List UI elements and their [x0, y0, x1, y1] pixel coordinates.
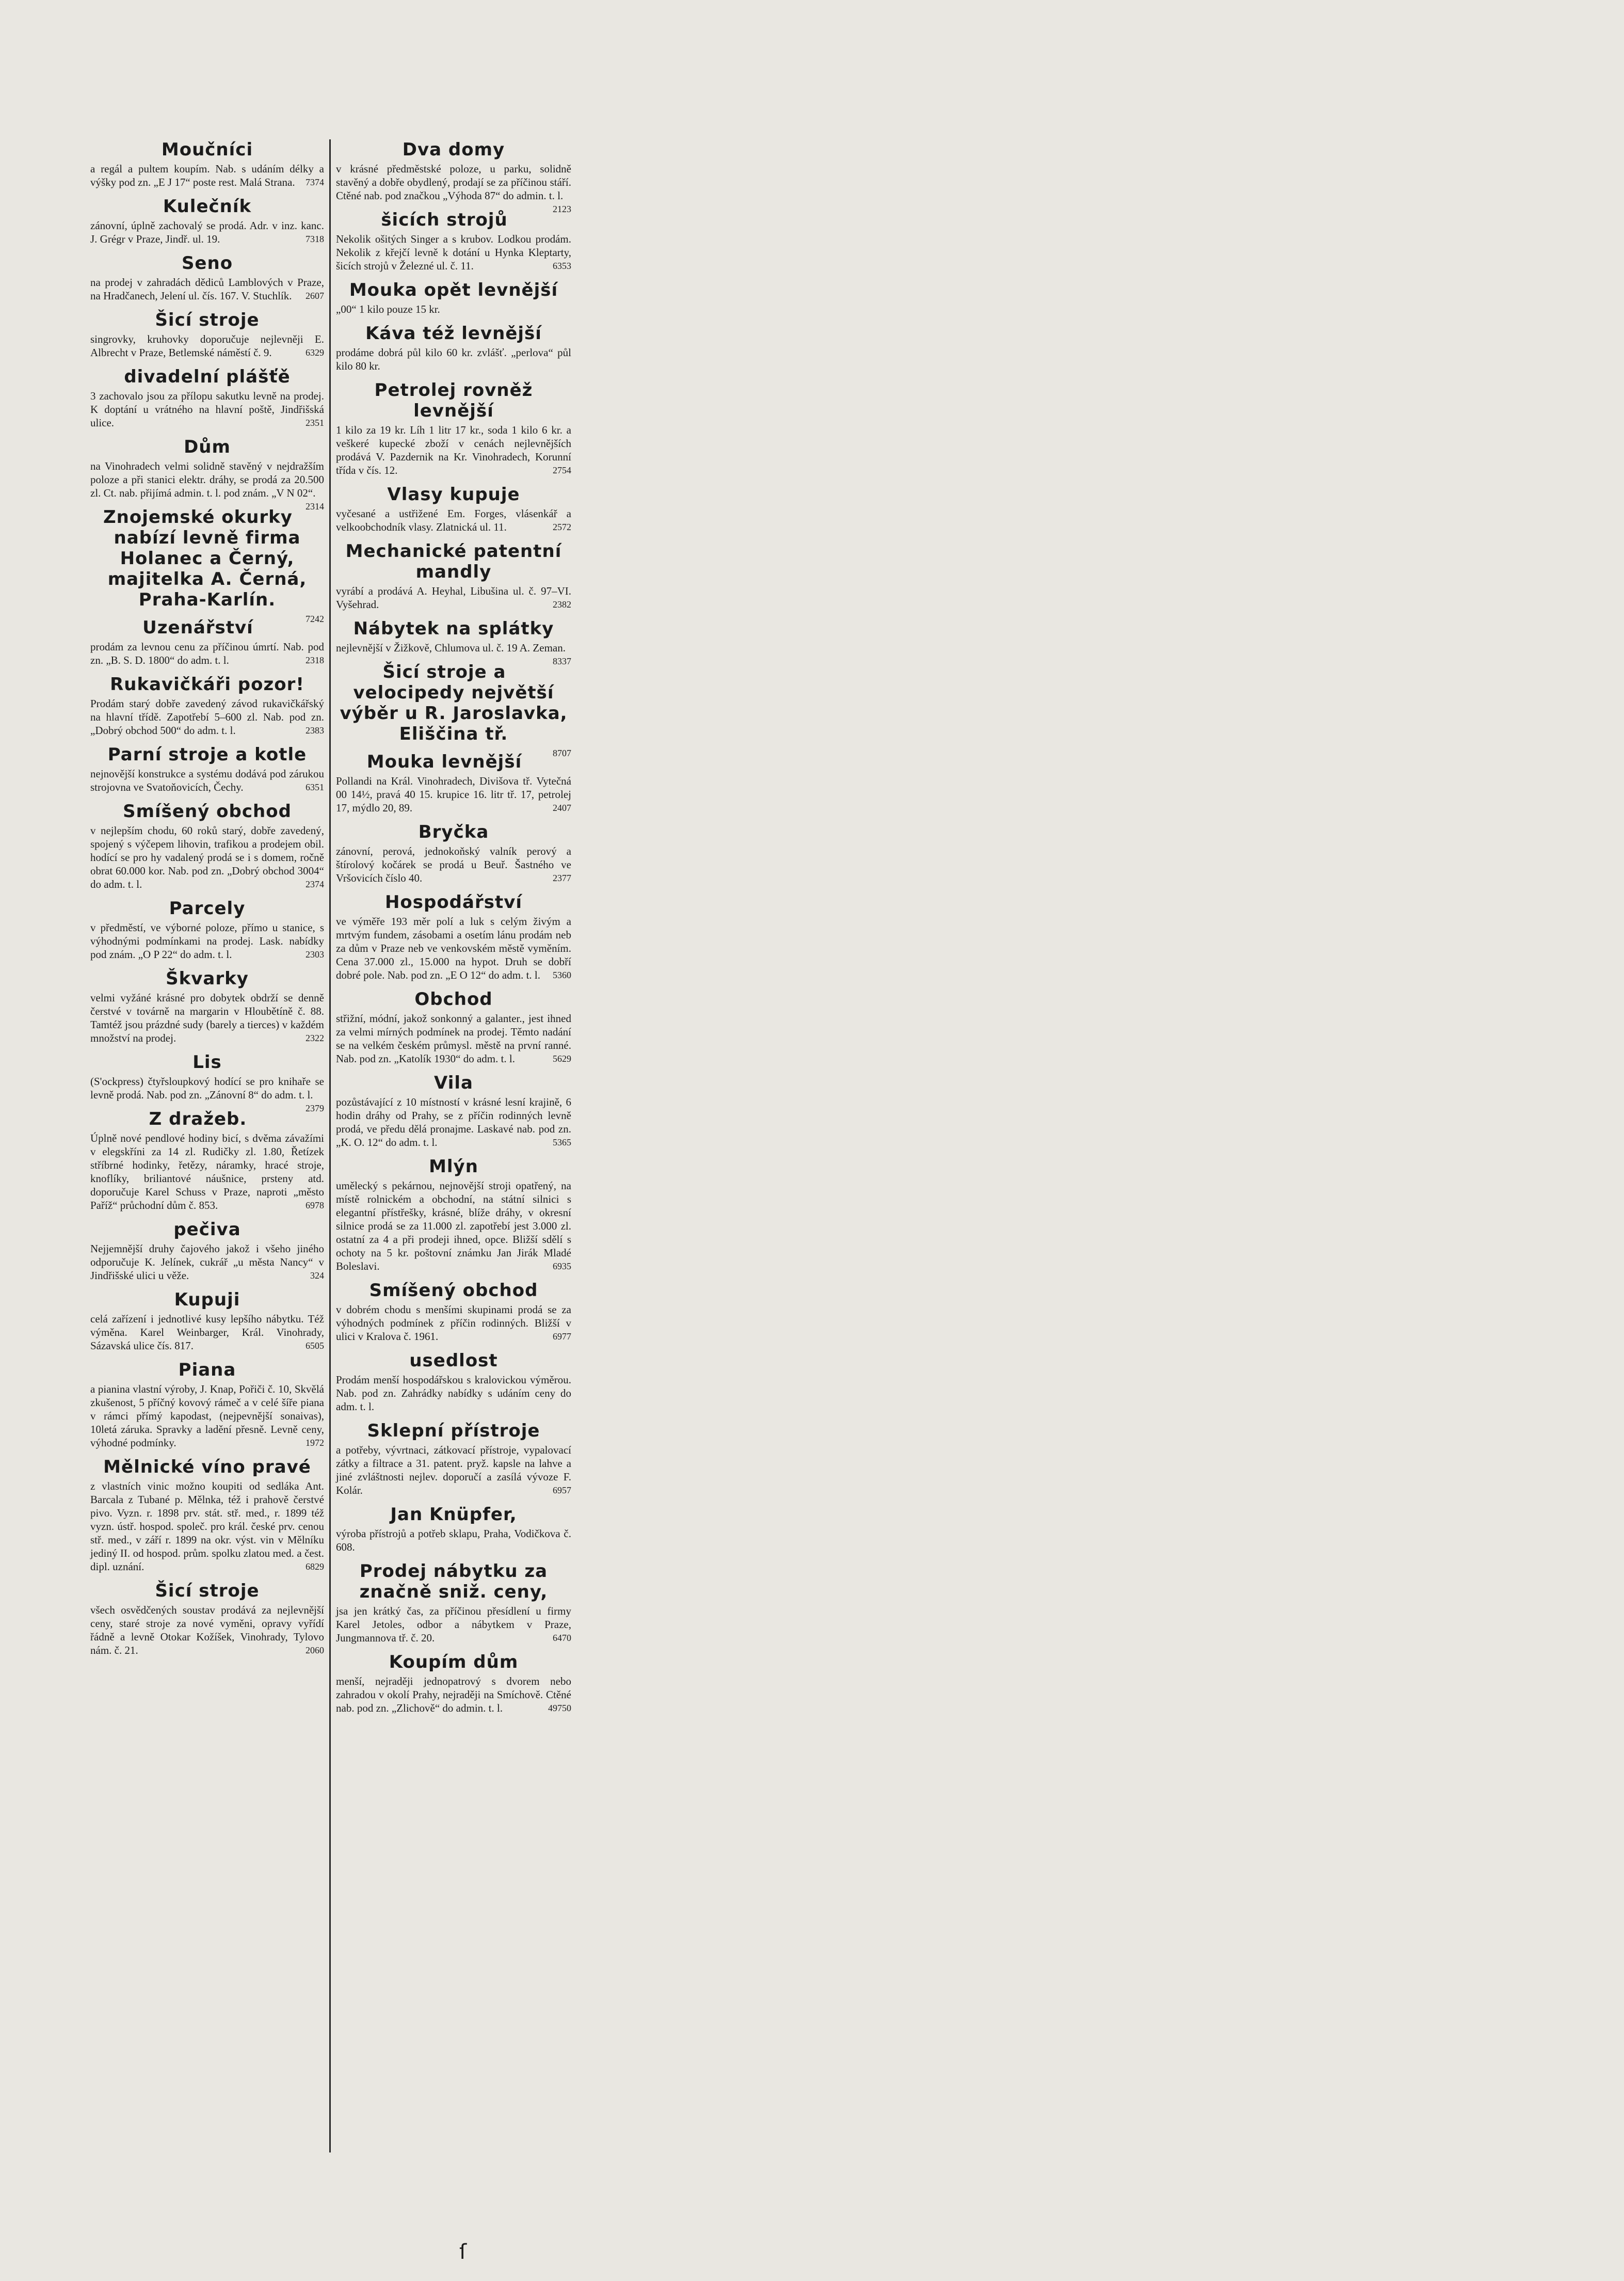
ad-item — [336, 139, 571, 214]
ad-text: na prodej v zahradách dědiců Lamblových v Praze, na Hradčanech, Jelení ul. čís. 167. V. Stuchlík. — [90, 276, 324, 302]
ad-title: Parní stroje a kotle — [107, 744, 307, 765]
ad-text: Nekolik ošitých Singer a s krubov. Lodkou prodám. Nekolik z křejčí levně k dotání u Hynka Kleptarty, šicích strojů v Železné ul. č. 11. — [336, 233, 571, 272]
ad-item — [336, 1561, 571, 1645]
ad-title: Šicí stroje — [155, 310, 260, 330]
newspaper-page — [85, 139, 1561, 2152]
ad-item — [90, 437, 324, 512]
ad-item — [336, 618, 571, 666]
ad-title: Hospodářství — [384, 892, 523, 913]
ad-ref: 6470 — [553, 1633, 571, 1643]
ad-text: Pollandi na Král. Vinohradech, Divišova tř. Vytečná 00 14½, pravá 40 15. krupice 16. litr tř. 17, petrolej 17, mýdlo 20, 89. — [336, 775, 571, 814]
ad-item — [90, 310, 324, 359]
ad-item — [90, 617, 324, 667]
ad-title: Dům — [184, 437, 231, 457]
ad-text: 1 kilo za 19 kr. Líh 1 litr 17 kr., soda 1 kilo 6 kr. a veškeré kupecké zboží v cenách nejlevnějších prodává V. Pazdernik na Kr. Vinohradech, Korunní třída v čís. 12. — [336, 424, 571, 476]
ad-ref: 2374 — [305, 879, 324, 889]
ad-title: Moučníci — [161, 139, 253, 160]
ad-item — [336, 541, 571, 611]
ad-title: Jan Knüpfer, — [390, 1504, 517, 1525]
ad-title: Šicí stroje — [155, 1581, 260, 1601]
ad-ref: 2123 — [553, 204, 571, 214]
ad-item — [336, 1280, 571, 1343]
ad-title: šicích strojů — [381, 210, 508, 230]
ad-ref: 7318 — [305, 234, 324, 244]
ad-ref: 2382 — [553, 599, 571, 610]
ad-item — [90, 1219, 324, 1282]
ad-ref: 8337 — [553, 656, 571, 666]
ad-ref: 6957 — [553, 1485, 571, 1495]
ad-item — [90, 801, 324, 891]
ad-item — [90, 1581, 324, 1657]
ad-item — [90, 366, 324, 429]
ad-title: Šicí stroje a velocipedy největší výběr u R. Jaroslavka, Eliščina tř. — [340, 662, 568, 744]
ad-text: vyčesané a ustřižené Em. Forges, vlásenkář a velkoobchodník vlasy. Zlatnická ul. 11. — [336, 507, 571, 533]
ad-text: střižní, módní, jakož sonkonný a galanter., jest ihned za velmi mírných podmínek na prodej. Těmto nadání se na velkém českém průmysl. městě na první ranné. Nab. pod zn. „Katolík 1930“ do adm. t. l. — [336, 1012, 571, 1065]
ad-item — [336, 484, 571, 534]
ad-title: Bryčka — [418, 822, 489, 842]
ad-text: všech osvědčených soustav prodává za nejlevnější ceny, staré stroje za nové vyměni, opravy vyřídí řádně a levně Otokar Kožíšek, Vinohrady, Tylovo nám. č. 21. — [90, 1604, 324, 1656]
ad-item — [90, 253, 324, 302]
ad-text: Prodám starý dobře zavedený závod rukavičkářský na hlavní třídě. Zapotřebí 5–600 zl. Nab. pod zn. „Dobrý obchod 500“ do adm. t. l. — [90, 697, 324, 737]
ad-title: Smíšený obchod — [123, 801, 292, 822]
ad-item — [336, 1421, 571, 1497]
ad-ref: 2351 — [305, 418, 324, 428]
ad-item — [336, 280, 571, 316]
ad-title: Uzenářství — [142, 617, 253, 638]
ad-text: Nejjemnější druhy čajového jakož i všeho jiného odporučuje K. Jelínek, cukrář „u města Nancy“ v Jindřišské ulici u věže. — [90, 1242, 324, 1282]
ad-item — [90, 744, 324, 794]
ad-item — [336, 662, 571, 758]
ad-title: Mělnické víno pravé — [103, 1457, 311, 1477]
ad-ref: 2379 — [305, 1103, 324, 1113]
ad-item — [90, 1109, 324, 1212]
ad-text: Úplně nové pendlové hodiny bicí, s dvěma závažími v elegskříni za 14 zl. Rudičky zl. 1.80, Řetízek stříbrné hodinky, řetězy, náramky, hracé stroje, knoflíky, briliantové náušnice, prsteny atd. doporučuje Karel Schuss v Praze, naproti „město Paříž“ průchodní dům č. 853. — [90, 1132, 324, 1211]
ad-ref: 6353 — [553, 261, 571, 271]
ad-title: Dva domy — [402, 139, 505, 160]
ad-ref: 2318 — [305, 655, 324, 665]
ad-text: prodáme dobrá půl kilo 60 kr. zvlášť. „perlova“ půl kilo 80 kr. — [336, 346, 571, 372]
ad-title: Mouka opět levnější — [349, 280, 558, 300]
ad-text: nejlevnější v Žižkově, Chlumova ul. č. 19 A. Zeman. — [336, 642, 566, 654]
ad-ref: 2322 — [305, 1033, 324, 1043]
ad-item — [90, 898, 324, 961]
ad-ref: 2607 — [305, 291, 324, 301]
ad-item — [336, 1156, 571, 1273]
ad-text: singrovky, kruhovky doporučuje nejlevněji E. Albrecht v Praze, Betlemské náměstí č. 9. — [90, 333, 324, 359]
ad-title: Lis — [192, 1052, 222, 1073]
ad-text: a regál a pultem koupím. Nab. s udáním délky a výšky pod zn. „E J 17“ poste rest. Malá Strana. — [90, 163, 324, 188]
ad-text: a potřeby, vývrtnaci, zátkovací přístroje, vypalovací zátky a filtrace a 31. patent. pryž. kapsle na lahve a jiné zvláštnosti nejlev. doporučí a zasílá vývoze F. Kolár. — [336, 1444, 571, 1496]
ad-title: usedlost — [409, 1350, 498, 1371]
ad-title: Kupuji — [174, 1289, 240, 1310]
ad-item — [336, 1073, 571, 1149]
ad-title: Mlýn — [429, 1156, 478, 1177]
ad-item — [336, 380, 571, 477]
ad-title: Vila — [434, 1073, 473, 1093]
ad-title: Znojemské okurky nabízí levně firma Holanec a Černý, majitelka A. Černá, Praha-Karlín. — [103, 507, 307, 610]
ad-ref: 5629 — [553, 1054, 571, 1064]
ad-text: v předměstí, ve výborné poloze, přímo u stanice, s výhodnými podmínkami na prodej. Lask. nabídky pod znám. „O P 22“ do adm. t. l. — [90, 921, 324, 961]
column-1 — [85, 139, 331, 2152]
ad-ref: 2383 — [305, 725, 324, 736]
ad-text: zánovní, perová, jednokoňský valník perový a štírolový kočárek se prodá u Beuř. Šastného ve Vršovicích číslo 40. — [336, 845, 571, 884]
ad-title: Mechanické patentní mandly — [345, 541, 562, 582]
ad-ref: 6351 — [305, 782, 324, 792]
ad-title: pečiva — [173, 1219, 241, 1240]
ad-text: výroba přístrojů a potřeb sklapu, Praha, Vodičkova č. 608. — [336, 1527, 571, 1553]
ad-item — [90, 674, 324, 737]
ad-ref: 7242 — [305, 614, 324, 624]
ad-ref: 2303 — [305, 949, 324, 960]
ad-text: zánovní, úplně zachovalý se prodá. Adr. v inz. kanc. J. Grégr v Praze, Jindř. ul. 19. — [90, 219, 324, 245]
ad-item — [90, 1289, 324, 1352]
ad-item — [90, 968, 324, 1045]
ad-text: a pianina vlastní výroby, J. Knap, Pořiči č. 10, Skvělá zkušenost, 5 příčný kovový rámeč a v celé šíře piana v rámci přímý kapodast, (nejpevnější sonaivas), 10letá záruka. Spravky a ladění přesně. Levně ceny, výhodné podmínky. — [90, 1383, 324, 1449]
ad-text: Prodám menší hospodářskou s kralovickou výměrou. Nab. pod zn. Zahrádky nabídky s udáním ceny do adm. t. l. — [336, 1374, 571, 1413]
ad-title: Prodej nábytku za značně sniž. ceny, — [359, 1561, 548, 1602]
ad-title: Rukavičkáři pozor! — [110, 674, 304, 695]
ad-ref: 6935 — [553, 1261, 571, 1271]
ad-title: Smíšený obchod — [369, 1280, 538, 1301]
ad-ref: 2754 — [553, 465, 571, 475]
ad-text: vyrábí a prodává A. Heyhal, Libušina ul. č. 97–VI. Vyšehrad. — [336, 585, 571, 611]
ad-ref: 6505 — [305, 1341, 324, 1351]
ad-ref: 5360 — [553, 970, 571, 980]
ad-ref: 1972 — [305, 1438, 324, 1448]
ad-ref: 2572 — [553, 522, 571, 532]
ad-title: Nábytek na splátky — [353, 618, 554, 639]
ad-item — [90, 139, 324, 189]
ad-text: „00“ 1 kilo pouze 15 kr. — [336, 303, 440, 315]
ad-title: Vlasy kupuje — [387, 484, 520, 505]
ad-text: nejnovější konstrukce a systému dodává pod zárukou strojovna ve Svatoňovicích, Čechy. — [90, 768, 324, 793]
ad-item — [336, 1350, 571, 1413]
ad-text: menší, nejraději jednopatrový s dvorem nebo zahradou v okolí Prahy, nejraději na Smíchově. Ctěné nab. pod zn. „Zlichově“ do admin. t. l. — [336, 1675, 571, 1714]
ad-title: Parcely — [169, 898, 246, 919]
ad-text: (S'ockpress) čtyřsloupkový hodící se pro knihaře se levně prodá. Nab. pod zn. „Zánovní 8“ do adm. t. l. — [90, 1075, 324, 1101]
ad-ref: 8707 — [553, 748, 571, 758]
ad-title: Kulečník — [163, 196, 252, 217]
ad-item — [336, 323, 571, 373]
ad-item — [336, 892, 571, 982]
ad-text: v dobrém chodu s menšími skupinami prodá se za výhodných podmínek z příčin rodinných. Bližší v ulici v Kralova č. 1961. — [336, 1303, 571, 1343]
ad-title: Seno — [181, 253, 233, 274]
ad-text: na Vinohradech velmi solidně stavěný v nejdražším poloze a při stanici elektr. dráhy, se prodá za 20.500 zl. Ct. nab. přijímá admin. t. l. pod znám. „V N 02“. — [90, 460, 324, 499]
ad-text: 3 zachovalo jsou za přílopu sakutku levně na prodej. K doptání u vrátného na hlavní poště, Jindřišská ulice. — [90, 390, 324, 429]
ad-ref: 2314 — [305, 501, 324, 512]
ad-text: celá zařízení i jednotlivé kusy lepšího nábytku. Též výměna. Karel Weinbarger, Král. Vinohrady, Sázavská ulice čís. 817. — [90, 1313, 324, 1352]
ad-item — [90, 1457, 324, 1573]
ad-ref: 6977 — [553, 1331, 571, 1342]
ad-text: prodám za levnou cenu za příčinou úmrtí. Nab. pod zn. „B. S. D. 1800“ do adm. t. l. — [90, 641, 324, 666]
ad-title: Škvarky — [166, 968, 249, 989]
ad-ref: 49750 — [548, 1703, 571, 1713]
ad-item — [90, 196, 324, 246]
ad-ref: 324 — [310, 1270, 324, 1281]
ad-title: Mouka levnější — [366, 752, 522, 772]
bottom-mark: ſ — [459, 2240, 467, 2264]
ad-ref: 2377 — [553, 873, 571, 883]
ad-item — [336, 822, 571, 885]
ad-title: Káva též levnější — [365, 323, 542, 344]
ad-title: Koupím dům — [389, 1652, 519, 1672]
ad-ref: 5365 — [553, 1137, 571, 1147]
ad-text: pozůstávající z 10 místností v krásné lesní krajině, 6 hodin dráhy od Prahy, se z příčin rodinných levně prodá, ve předu dělá pronajme. Laskavé nab. pod zn. „K. O. 12“ do adm. t. l. — [336, 1096, 571, 1149]
ad-title: Z dražeb. — [149, 1109, 247, 1129]
ad-title: Petrolej rovněž levnější — [374, 380, 533, 421]
ad-title: Obchod — [414, 989, 493, 1010]
ad-item — [90, 1360, 324, 1449]
ad-item — [336, 1652, 571, 1715]
ad-text: jsa jen krátký čas, za příčinou přesídlení u firmy Karel Jetoles, odbor a nábytkem v Praze, Jungmannova tř. č. 20. — [336, 1605, 571, 1644]
ad-ref: 7374 — [305, 177, 324, 187]
ad-ref: 6829 — [305, 1561, 324, 1572]
ad-title: Piana — [178, 1360, 236, 1380]
column-2 — [331, 139, 576, 2152]
ad-text: z vlastních vinic možno koupiti od sedláka Ant. Barcala z Tubané p. Mělnka, též i prahově čerstvé pivo. Vyzn. r. 1898 prv. stát. stř. med., r. 1899 též vyzn. ústř. hospod. společ. pro král. české prv. cenou stř. med., v září r. 1899 na okr. výst. vin v Mělníku jediný II. od hospod. prům. spolku zlatou med. a čest. dipl. uznání. — [90, 1480, 324, 1573]
ad-item — [90, 1052, 324, 1113]
ad-ref: 2407 — [553, 803, 571, 813]
ad-item — [336, 1504, 571, 1554]
ad-item — [336, 989, 571, 1065]
ad-title: Sklepní přístroje — [367, 1421, 540, 1441]
ad-title: divadelní plášťě — [124, 366, 291, 387]
ad-item — [90, 507, 324, 624]
ad-ref: 2060 — [305, 1645, 324, 1655]
ad-text: v nejlepším chodu, 60 roků starý, dobře zavedený, spojený s výčepem lihovin, trafikou a prodejem obil. hodící se pro hy vadalený prodá se i s domem, ročně obrat 60.000 kor. Nab. pod zn. „Dobrý obchod 3004“ do adm. t. l. — [90, 824, 324, 890]
ad-item — [336, 752, 571, 815]
ad-text: ve výměře 193 měr polí a luk s celým živým a mrtvým fundem, zásobami a osetím lánu prodám neb za dům v Praze neb ve venkovském městě vyměním. Cena 37.000 zl., 15.000 na hypot. Druh se dobří dobré pole. Nab. pod zn. „E O 12“ do adm. t. l. — [336, 915, 571, 981]
ad-ref: 6978 — [305, 1200, 324, 1210]
ad-text: velmi vyžáné krásné pro dobytek obdrží se denně čerstvé v továrně na margarin v Hloubětíně č. 88. Tamtéž jsou prázdné sudy (barely a tierces) v každém množství na prodej. — [90, 992, 324, 1044]
ad-ref: 6329 — [305, 347, 324, 358]
ad-item — [336, 210, 571, 273]
ad-text: v krásné předměstské poloze, u parku, solidně stavěný a dobře obydlený, prodají se za příčinou stáří. Ctěné nab. pod značkou „Výhoda 87“ do admin. t. l. — [336, 163, 571, 202]
ad-text: umělecký s pekárnou, nejnovější stroji opatřený, na místě rolnickém a obchodní, na státní silnici s elegantní přístřešky, krásné, blíže dráhy, v okresní silnice prodá se za 11.000 zl. zapotřebí jest 3.000 zl. ostatní za 4 a při prodeji ihned, opce. Bližší sdělí s ochoty na 5 kr. poštovní známku Jan Jirák Mladé Boleslavi. — [336, 1179, 571, 1272]
